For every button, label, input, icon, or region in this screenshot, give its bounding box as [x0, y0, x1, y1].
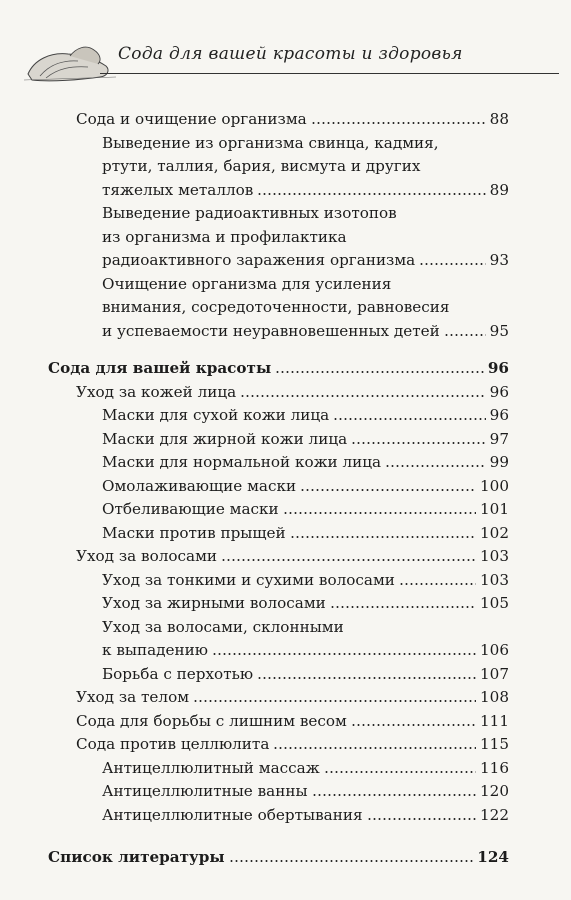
toc-page-number: 106 [480, 641, 509, 660]
toc-entry[interactable] [0, 545, 571, 567]
page-header [0, 0, 571, 96]
toc-entry-title: Список литературы [48, 847, 225, 866]
toc-page-number: 108 [480, 688, 509, 707]
toc-entry[interactable] [0, 404, 571, 426]
toc-entry-title: Уход за тонкими и сухими волосами [102, 570, 395, 589]
toc-entry[interactable] [0, 663, 571, 685]
toc-leader-dots [311, 122, 486, 124]
shell-illustration-icon [20, 30, 120, 90]
toc-entry[interactable] [0, 757, 571, 779]
toc-leader-dots [240, 395, 486, 397]
toc-entry[interactable] [0, 733, 571, 755]
toc-entry-title: Маски для нормальной кожи лица [102, 453, 382, 472]
toc-entry-title: Уход за волосами [76, 547, 218, 566]
toc-entry[interactable] [0, 451, 571, 473]
toc-page-number: 99 [489, 453, 509, 472]
toc-leader-dots [399, 583, 476, 585]
toc-leader-dots [333, 418, 485, 420]
toc-entry-title: Уход за кожей лица [76, 382, 237, 401]
toc-entry-title: Очищение организма для усиления [102, 274, 392, 293]
toc-entry[interactable] [0, 498, 571, 520]
toc-leader-dots [300, 489, 476, 491]
toc-entry[interactable] [0, 381, 571, 403]
toc-entry-title: и успеваемости неуравновешенных детей [102, 321, 440, 340]
toc-page-number: 124 [477, 847, 509, 866]
toc-page-number: 96 [489, 382, 509, 401]
toc-entry-title: Омолаживающие маски [102, 476, 297, 495]
toc-page-number: 103 [480, 570, 509, 589]
toc-entry-title: из организма и профилактика [102, 227, 347, 246]
toc-entry[interactable] [0, 202, 571, 224]
toc-entry-title: Сода и очищение организма [76, 110, 307, 128]
toc-entry[interactable] [0, 273, 571, 295]
toc-leader-dots [283, 512, 476, 514]
toc-entry[interactable] [0, 155, 571, 177]
toc-entry-title: Уход за жирными волосами [102, 594, 326, 613]
toc-leader-dots [257, 193, 485, 195]
toc-page-number: 116 [480, 758, 509, 777]
toc-entry-title: Сода для вашей красоты [48, 359, 272, 378]
toc-leader-dots [229, 860, 474, 862]
toc-page-number: 105 [480, 594, 509, 613]
toc-entry-title: ртути, таллия, бария, висмута и других [102, 157, 421, 175]
toc-page-number: 88 [489, 110, 509, 128]
toc-entry[interactable] [0, 428, 571, 450]
toc-entry[interactable] [0, 475, 571, 497]
toc-page-number: 103 [480, 547, 509, 566]
toc-leader-dots [351, 724, 476, 726]
toc-entry-title: Отбеливающие маски [102, 500, 279, 519]
toc-entry[interactable] [0, 710, 571, 732]
toc-entry[interactable] [0, 522, 571, 544]
toc-page-number: 115 [480, 735, 509, 754]
toc-entry[interactable] [0, 357, 571, 379]
toc-entry-title: Антицеллюлитные ванны [102, 782, 308, 801]
toc-entry-title: Выведение из организма свинца, кадмия, [102, 133, 439, 152]
toc-page-number: 122 [480, 805, 509, 824]
toc-entry[interactable] [0, 780, 571, 802]
toc-leader-dots [193, 700, 476, 702]
toc-entry-title: Маски против прыщей [102, 523, 286, 542]
toc-entry-title: Маски для сухой кожи лица [102, 406, 330, 425]
toc-leader-dots [312, 794, 476, 796]
toc-entry-title: радиоактивного заражения организма [102, 251, 416, 269]
toc-page-number: 93 [489, 251, 509, 269]
toc-entry[interactable] [0, 108, 571, 130]
toc-leader-dots [212, 653, 476, 655]
toc-entry-title: Антицеллюлитный массаж [102, 758, 320, 777]
toc-entry-title: внимания, сосредоточенности, равновесия [102, 298, 450, 316]
toc-page-number: 101 [480, 500, 509, 519]
toc-entry-title: Антицеллюлитные обертывания [102, 805, 363, 824]
toc-entry[interactable] [0, 616, 571, 638]
toc-entry-title: Сода для борьбы с лишним весом [76, 711, 347, 730]
toc-entry[interactable] [0, 592, 571, 614]
toc-page-number: 111 [480, 711, 509, 730]
toc-leader-dots [221, 559, 476, 561]
toc-leader-dots [324, 771, 476, 773]
toc-entry[interactable] [0, 846, 571, 868]
toc-page-number: 100 [480, 476, 509, 495]
header-rule [100, 73, 559, 74]
toc-entry[interactable] [0, 226, 571, 248]
toc-entry[interactable] [0, 569, 571, 591]
toc-leader-dots [273, 747, 476, 749]
toc-leader-dots [351, 442, 486, 444]
toc-leader-dots [419, 263, 485, 265]
toc-page-number: 107 [480, 664, 509, 683]
toc-page-number: 120 [480, 782, 509, 801]
toc-entry[interactable] [0, 296, 571, 318]
toc-entry-title: к выпадению [102, 641, 208, 660]
toc-entry-title: Выведение радиоактивных изотопов [102, 204, 397, 222]
toc-leader-dots [330, 606, 476, 608]
running-header-title: Сода для вашей красоты и здоровья [118, 44, 463, 64]
toc-entry-title: Уход за волосами, склонными [102, 617, 344, 636]
toc-page-number: 96 [487, 359, 509, 378]
toc-leader-dots [385, 465, 486, 467]
toc-leader-dots [444, 334, 486, 336]
toc-entry-title: Сода против целлюлита [76, 735, 270, 754]
toc-entry[interactable] [0, 179, 571, 201]
toc-entry[interactable] [0, 249, 571, 271]
toc-entry-title: Борьба с перхотью [102, 664, 254, 683]
toc-entry-title: Уход за телом [76, 688, 190, 707]
toc-leader-dots [275, 371, 484, 373]
toc-entry[interactable] [0, 804, 571, 826]
toc-leader-dots [367, 818, 476, 820]
toc-leader-dots [290, 536, 476, 538]
toc-page-number: 96 [489, 406, 509, 425]
toc-page-number: 89 [489, 180, 509, 199]
toc-page-number: 102 [480, 523, 509, 542]
toc-entry[interactable] [0, 320, 571, 342]
toc-entry[interactable] [0, 639, 571, 661]
toc-entry[interactable] [0, 686, 571, 708]
toc-page-number: 95 [489, 321, 509, 340]
toc-entry[interactable] [0, 132, 571, 154]
toc-page-number: 97 [489, 429, 509, 448]
toc-leader-dots [257, 677, 476, 679]
toc-entry-title: тяжелых металлов [102, 180, 254, 199]
toc-entry-title: Маски для жирной кожи лица [102, 429, 348, 448]
